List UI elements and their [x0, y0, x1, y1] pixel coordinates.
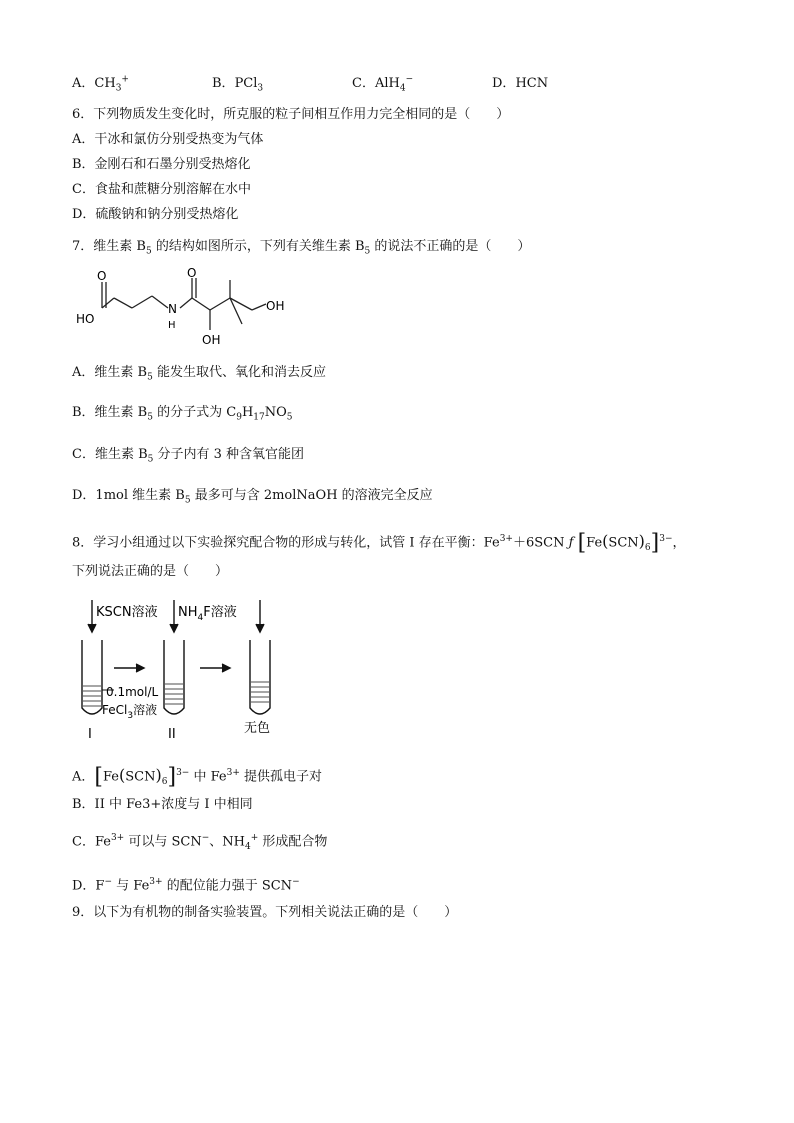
structure-oh-bottom-label: OH [202, 333, 221, 347]
concentration-label: 0.1mol/L [106, 685, 159, 699]
q7-stem: 7．维生素 $B_5$ 的结构如图所示，下列有关维生素 $B_5$ 的说法不正确的是（ ） [72, 239, 531, 257]
q8-option-a: A．$[Fe(SCN)_6]^{3-}$ 中 $Fe^{3+}$ 提供孤电子对 [72, 764, 323, 790]
q8-option-b: B．II 中 Fe3+浓度与 I 中相同 [72, 797, 253, 812]
structure-o2-label: O [187, 268, 197, 280]
q5-option-b: B．PCl$_3$ [212, 76, 264, 94]
q8-stem-line2: 下列说法正确的是（ ） [72, 564, 229, 579]
nh4f-solution-label: $NH_4F$溶液 [178, 605, 237, 623]
q8-option-c: C．$Fe^{3+}$ 可以与 SCN−、$NH_4^+$ 形成配合物 [72, 833, 328, 852]
structure-o-label: O [97, 269, 107, 283]
q6-option-d: D．硫酸钠和钠分别受热熔化 [72, 207, 239, 222]
fecl3-label: FeCl$_3$溶液 [102, 703, 158, 721]
q7-option-d: D．1mol 维生素 $B_5$ 最多可与含 2molNaOH 的溶液完全反应 [72, 488, 433, 506]
q7-option-a: A．维生素 $B_5$ 能发生取代、氧化和消去反应 [72, 365, 326, 383]
tube-i-label: I [88, 727, 92, 742]
tube-ii-label: II [168, 727, 176, 742]
q6-option-b: B．金刚石和石墨分别受热熔化 [72, 157, 251, 172]
q5-option-a: A．$CH_3^+$ [72, 74, 129, 94]
tube-iii-label: 无色 [244, 721, 271, 736]
q8-option-d: D．F− 与 $Fe^{3+}$ 的配位能力强于 SCN− [72, 877, 300, 894]
q8-experiment-figure [72, 596, 292, 746]
structure-h-label: H [168, 320, 176, 331]
q6-stem: 6．下列物质发生变化时，所克服的粒子间相互作用力完全相同的是（ ） [72, 107, 510, 122]
structure-n-label: N [168, 302, 177, 316]
structure-oh-right-label: OH [266, 299, 285, 313]
q8-stem: 8．学习小组通过以下实验探究配合物的形成与转化，试管 I 存在平衡：$Fe^{3+}+6SCN$ ƒ $[Fe(SCN)_6]^{3-}$， [72, 530, 686, 556]
q5-option-d: D．HCN [492, 76, 549, 91]
q6-option-a: A．干冰和氯仿分别受热变为气体 [72, 132, 264, 147]
structure-ho-label: HO [76, 312, 95, 326]
ksc-solution-label: KSCN溶液 [96, 605, 158, 620]
vitamin-b5-structure [72, 268, 302, 348]
q5-option-c: C．AlH$_4$− [352, 74, 414, 94]
q9-stem: 9．以下为有机物的制备实验装置。下列相关说法正确的是（ ） [72, 905, 458, 920]
q7-option-c: C．维生素 $B_5$ 分子内有 3 种含氧官能团 [72, 447, 305, 465]
q6-option-c: C．食盐和蔗糖分别溶解在水中 [72, 182, 251, 197]
q7-option-b: B．维生素 $B_5$ 的分子式为 $C_9H_{17}NO_5$ [72, 405, 293, 423]
